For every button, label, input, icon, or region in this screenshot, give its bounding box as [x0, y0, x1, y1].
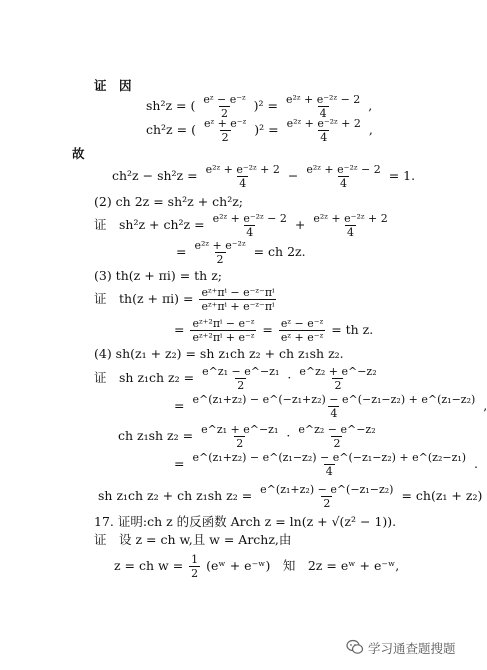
- equation-ch2-minus-sh2: ch²z − sh²z = $\frac{\text{e²ᶻ + e⁻²ᶻ + 2}}{4}$ − $\frac{\text{e²ᶻ + e⁻²ᶻ − 2}}{4}$ = 1.: [112, 163, 416, 190]
- equation-ch2z: ch²z = ( $\frac{\text{eᶻ + e⁻ᶻ}}{2}$ )² = $\frac{\text{e²ᶻ + e⁻²ᶻ + 2}}{4}$ ,: [146, 117, 373, 144]
- fraction: $\frac{\text{e²ᶻ + e⁻²ᶻ + 2}}{4}$: [205, 163, 280, 190]
- fraction: $\frac{\text{eᶻ⁺²πⁱ − e⁻ᶻ}}{\text{eᶻ⁺²πⁱ + e⁻ᶻ}}$: [192, 317, 255, 344]
- equation-chsh-product: ch z₁sh z₂ = $\frac{\text{e\textasciicircum{}z₁ + e\textasciicircum{}−z₁}}{2}$ · $\frac{\text{e\textasciicircum{}z₂ − e\textasciicircum{}−z₂}}{2}$: [118, 423, 376, 450]
- fraction: $\frac{\text{e\textasciicircum{}(z₁+z₂) − e\textasciicircum{}(z₁−z₂) − e\textasciicircum{}(−z₁−z₂) + e\textasciicircum{}(z₂−z₁)}}{4}$: [192, 451, 467, 478]
- watermark-text: 学习通查题搜题: [368, 641, 456, 656]
- equation-th-shift: 证 th(z + πi) = $\frac{\text{eᶻ⁺πⁱ − e⁻ᶻ⁻πⁱ}}{\text{eᶻ⁺πⁱ + e⁻ᶻ⁻πⁱ}}$: [94, 286, 275, 313]
- equation-ch2z-result: = $\frac{\text{e²ᶻ + e⁻²ᶻ}}{2}$ = ch 2z.: [176, 239, 306, 266]
- item-3-statement: (3) th(z + πi) = th z;: [94, 268, 222, 283]
- proof-line-1: 证 因: [94, 78, 132, 93]
- fraction: $\frac{\text{eᶻ − e⁻ᶻ}}{2}$: [203, 93, 246, 120]
- equation-sh2z: sh²z = ( $\frac{\text{eᶻ − e⁻ᶻ}}{2}$ )² = $\frac{\text{e²ᶻ + e⁻²ᶻ − 2}}{4}$ ,: [146, 93, 373, 120]
- proof-17-setup: 证 设 z = ch w,且 w = Archz,由: [94, 532, 292, 547]
- equation-sum-result: sh z₁ch z₂ + ch z₁sh z₂ = $\frac{\text{e\textasciicircum{}(z₁+z₂) − e\textasciicircum{}(−z₁−z₂)}}{2}$ = ch(z₁ + z₂): [98, 483, 483, 510]
- item-2-statement: (2) ch 2z = sh²z + ch²z;: [94, 194, 244, 209]
- fraction: $\frac{\text{e²ᶻ + e⁻²ᶻ + 2}}{4}$: [313, 212, 388, 239]
- wechat-icon: [346, 638, 364, 656]
- equation-shch-expanded: = $\frac{\text{e\textasciicircum{}(z₁+z₂) − e\textasciicircum{}(−z₁+z₂) − e\textasciicircum{}(−z₁−z₂) + e\textasciicircum{}(z₁−z₂)}}{4}$ ,: [174, 393, 487, 420]
- equation-sh2-plus-ch2: 证 sh²z + ch²z = $\frac{\text{e²ᶻ + e⁻²ᶻ − 2}}{4}$ + $\frac{\text{e²ᶻ + e⁻²ᶻ + 2}}{4}$: [94, 212, 388, 239]
- fraction: $\frac{\text{e\textasciicircum{}(z₁+z₂) − e\textasciicircum{}(−z₁+z₂) − e\textasciicircum{}(−z₁−z₂) + e\textasciicircum{}(z₁−z₂)}}{4}$: [192, 393, 476, 420]
- fraction: $\frac{\text{e\textasciicircum{}(z₁+z₂) − e\textasciicircum{}(−z₁−z₂)}}{2}$: [260, 483, 394, 510]
- fraction: $\frac{\text{e²ᶻ + e⁻²ᶻ − 2}}{4}$: [285, 93, 361, 120]
- fraction: $\frac{\text{e\textasciicircum{}z₂ + e\textasciicircum{}−z₂}}{2}$: [299, 365, 377, 392]
- item-4-statement: (4) sh(z₁ + z₂) = sh z₁ch z₂ + ch z₁sh z₂.: [94, 346, 344, 361]
- fraction: $\frac{\text{eᶻ − e⁻ᶻ}}{\text{eᶻ + e⁻ᶻ}}$: [280, 317, 324, 344]
- equation-shch-product: 证 sh z₁ch z₂ = $\frac{\text{e\textasciicircum{}z₁ − e\textasciicircum{}−z₁}}{2}$ · $\frac{\text{e\textasciicircum{}z₂ + e\textasciicircum{}−z₂}}{2}$: [94, 365, 377, 392]
- fraction: $\frac{\text{e²ᶻ + e⁻²ᶻ}}{2}$: [194, 239, 246, 266]
- fraction: $\frac{\text{e²ᶻ + e⁻²ᶻ − 2}}{4}$: [306, 163, 381, 190]
- therefore-label: 故: [72, 146, 85, 161]
- fraction: $\frac{\text{e²ᶻ + e⁻²ᶻ − 2}}{4}$: [212, 212, 287, 239]
- fraction: $\frac{\text{e\textasciicircum{}z₁ + e\textasciicircum{}−z₁}}{2}$: [201, 423, 279, 450]
- fraction: $\frac{\text{eᶻ + e⁻ᶻ}}{2}$: [203, 117, 247, 144]
- equation-z-chw: z = ch w = $\frac{1}{2}$ (eʷ + e⁻ʷ) 知 2z = eʷ + e⁻ʷ,: [114, 553, 400, 580]
- fraction: $\frac{\text{e\textasciicircum{}z₂ − e\textasciicircum{}−z₂}}{2}$: [298, 423, 376, 450]
- fraction: $\frac{\text{e\textasciicircum{}z₁ − e\textasciicircum{}−z₁}}{2}$: [202, 365, 280, 392]
- fraction: $\frac{\text{eᶻ⁺πⁱ − e⁻ᶻ⁻πⁱ}}{\text{eᶻ⁺πⁱ + e⁻ᶻ⁻πⁱ}}$: [201, 286, 275, 313]
- equation-chsh-expanded: = $\frac{\text{e\textasciicircum{}(z₁+z₂) − e\textasciicircum{}(z₁−z₂) − e\textasciicircum{}(−z₁−z₂) + e\textasciicircum{}(z₂−z₁)}}{4}$ .: [174, 451, 479, 478]
- equation-th-result: = $\frac{\text{eᶻ⁺²πⁱ − e⁻ᶻ}}{\text{eᶻ⁺²πⁱ + e⁻ᶻ}}$ = $\frac{\text{eᶻ − e⁻ᶻ}}{\text{eᶻ + e⁻ᶻ}}$ = th z.: [174, 317, 374, 344]
- problem-17-statement: 17. 证明:ch z 的反函数 Arch z = ln(z + √(z² − 1)).: [94, 514, 397, 529]
- fraction: $\frac{\text{e²ᶻ + e⁻²ᶻ + 2}}{4}$: [286, 117, 361, 144]
- fraction: $\frac{1}{2}$: [191, 553, 199, 580]
- watermark: [346, 636, 466, 658]
